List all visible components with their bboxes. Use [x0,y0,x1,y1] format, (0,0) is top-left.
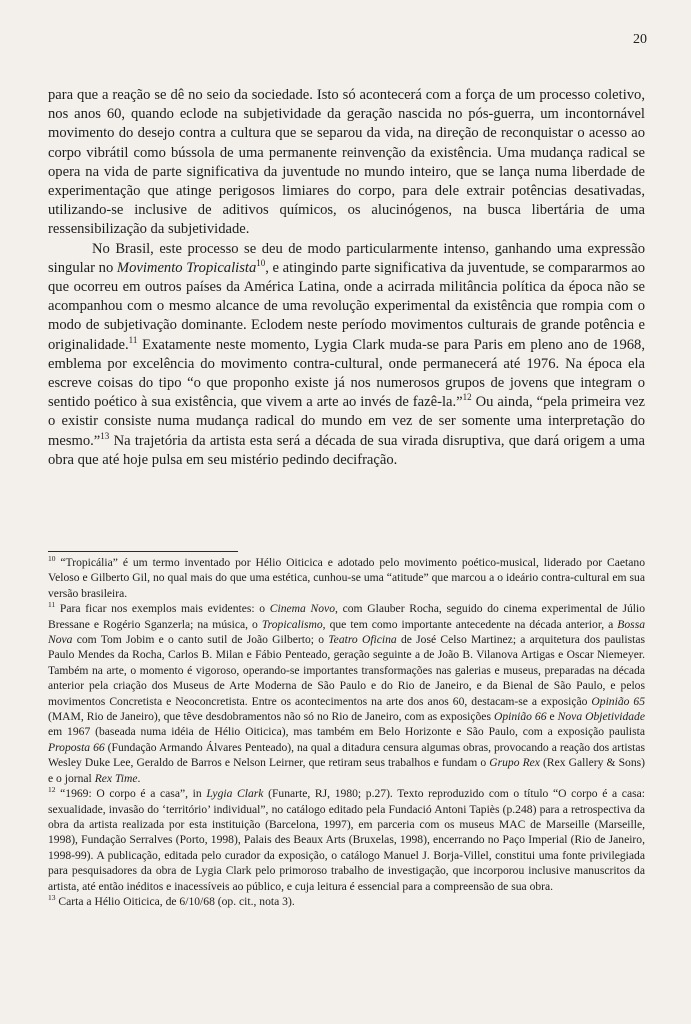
text-run: Na trajetória da artista esta será a década de sua virada disruptiva, que dará origem a uma obra que até hoje pulsa em seu mistério pedindo decifração. [48,432,645,468]
text-run: Ou ainda, “pela primeira vez o existir consiste numa mudança radical do mundo em vez de ser somente uma interpretação do mesmo.” [48,394,645,449]
text-run: em 1967 (baseada numa idéia de Hélio Oiticica), mas também em Belo Horizonte e São Paulo, com a exposição paulista [48,725,645,739]
footnote [48,555,645,601]
text-run: com Tom Jobim e o canto sutil de João Gilberto; o [72,633,329,647]
text-run: . [137,771,141,785]
text-run: (Funarte, RJ, 1980; p.27). Texto reproduzido com o título “O corpo é a casa: sexualidade, invasão do ‘território’ individual”, no catálogo editado pela Fundació Antoni Tapiès (p.248) para a retrospectiva da obra da artista realizada por esta instituição (Barcelona, 1997), em parceria com os museus MAC de Marseille (Marseille, 1998), Fundação Serralves (Porto, 1998), Palais des Beaux Arts (Bruxelas, 1998), encerrando no Paço Imperial (Rio de Janeiro, 1998-99). A publicação, editada pelo curador da exposição, o catálogo Manuel J. Borja-Villel, constitui uma fonte privilegiada para pesquisadores da obra de Lygia Clark pelo primoroso trabalho de investigação, que incorporou inclusive manuscritos da artista, até então inéditos e inacessíveis ao público, e cuja leitura é essencial para a compreensão de sua obra. [48,787,645,893]
italic-term: Teatro Oficina [328,633,397,647]
text-run: No Brasil, este processo se deu de modo particularmente intenso, ganhando uma expressão singular no [48,240,645,276]
italic-term: Tropicalismo [261,617,323,631]
italic-term: Movimento Tropicalista [116,259,257,276]
footnote-ref: 12 [462,392,472,403]
footnote-ref: 10 [256,257,266,268]
italic-term: Rex Time [94,771,138,785]
text-run: Exatamente neste momento, Lygia Clark muda-se para Paris em pleno ano de 1968, emblema por excelência do movimento contra-cultural, onde permanecerá até 1976. Na época ela escreve coisas do tipo “o que proponho existe já nos numerosos grupos de jovens que integram o sentido poético à sua existência, que vivem a arte ao invés de fazê-la.” [48,336,645,411]
footnote-mark: 13 [48,893,56,903]
text-run: e [546,710,558,724]
italic-term: Opinião 66 [493,710,547,724]
text-run: , que tem como importante antecedente na década anterior, a [322,617,618,631]
italic-term: Bossa Nova [48,617,645,647]
footnotes [48,555,645,909]
text-run: (Rex Gallery & Sons) e o jornal [48,756,645,785]
paragraph [48,86,645,240]
footnote-ref: 13 [100,430,110,441]
italic-term: Grupo Rex [489,756,540,770]
text-run: , e atingindo parte significativa da juventude, se compararmos ao que ocorreu em outros países da América Latina, onde a acirrada militância política da época não se acompanhou com o mesmo alcance de uma revolução experimental da existência que rompia com o modo de subjetivação dominante. Eclodem neste período movimentos culturais de grande potência e originalidade. [48,259,646,353]
footnote-separator [48,551,238,552]
footnote-mark: 10 [48,554,56,564]
body-text [48,86,645,470]
footnote [48,894,645,909]
italic-term: Cinema Novo [269,602,335,616]
text-run: Carta a Hélio Oiticica, de 6/10/68 (op. cit., nota 3). [55,894,295,908]
text-run: para que a reação se dê no seio da sociedade. Isto só acontecerá com a força de um processo coletivo, nos anos 60, quando eclode na subjetividade da geração nascida no pós-guerra, um incontornável movimento do desejo contra a cultura que se separou da vida, na direção de reconquistar o acesso ao corpo vibrátil como bússola de uma permanente reinvenção da existência. Uma mudança radical se opera na vida de parte significativa da juventude no mundo inteiro, que se lança numa liberdade de experimentação que atinge perigosos limiares do corpo, para dele extrair potências desativadas, utilizando-se inclusive de aditivos químicos, os alucinógenos, na busca libertária de uma ressensibilização da subjetividade. [48,87,645,238]
footnote-mark: 12 [48,785,56,795]
text-run: , com Glauber Rocha, seguido do cinema experimental de Júlio Bressane e Rogério Sganzerla; na música, o [48,602,645,631]
footnote-mark: 11 [48,600,56,610]
italic-term: Proposta 66 [48,740,105,754]
text-run: “Tropicália” é um termo inventado por Hélio Oiticica e adotado pelo movimento poético-musical, liderado por Caetano Veloso e Gilberto Gil, no qual mais do que uma estética, cunhou-se uma “atitude” que marcou a o ideário contra-cultural em sua versão brasileira. [48,556,645,600]
paragraph [48,240,645,470]
text-run: (MAM, Rio de Janeiro), que têve desdobramentos não só no Rio de Janeiro, com as exposições [48,710,494,724]
text-run: de José Celso Martinez; a arquitetura dos paulistas Paulo Mendes da Rocha, Carlos B. Milan e Fábio Penteado, geração seguinte a de João B. Vilanova Artigas e Oscar Niemeyer. Também na arte, o momento é vigoroso, operando-se importantes transformações nas galerias e museus, preparadas na década anterior pela criação dos Museus de Arte Moderna de São Paulo e do Rio de Janeiro, e da Bienal de São Paulo, e pelos movimentos Concretista e Neoconcretista. Entre os acontecimentos na arte dos anos 60, destacam-se a exposição [48,633,645,708]
italic-term: Opinião 65 [591,694,645,708]
italic-term: Nova Objetividade [557,710,645,724]
page-number: 20 [633,32,647,47]
text-run: (Fundação Armando Álvares Penteado), na qual a ditadura censura algumas obras, provocando a reação dos artistas Wesley Duke Lee, Geraldo de Barros e Nelson Leirner, que retiram seus trabalhos e fundam o [48,740,646,770]
footnote-ref: 11 [128,334,138,345]
footnote [48,601,645,786]
text-run: “1969: O corpo é a casa”, in [55,787,207,801]
text-run: Para ficar nos exemplos mais evidentes: o [55,602,270,616]
italic-term: Lygia Clark [206,787,264,801]
footnote [48,786,645,894]
